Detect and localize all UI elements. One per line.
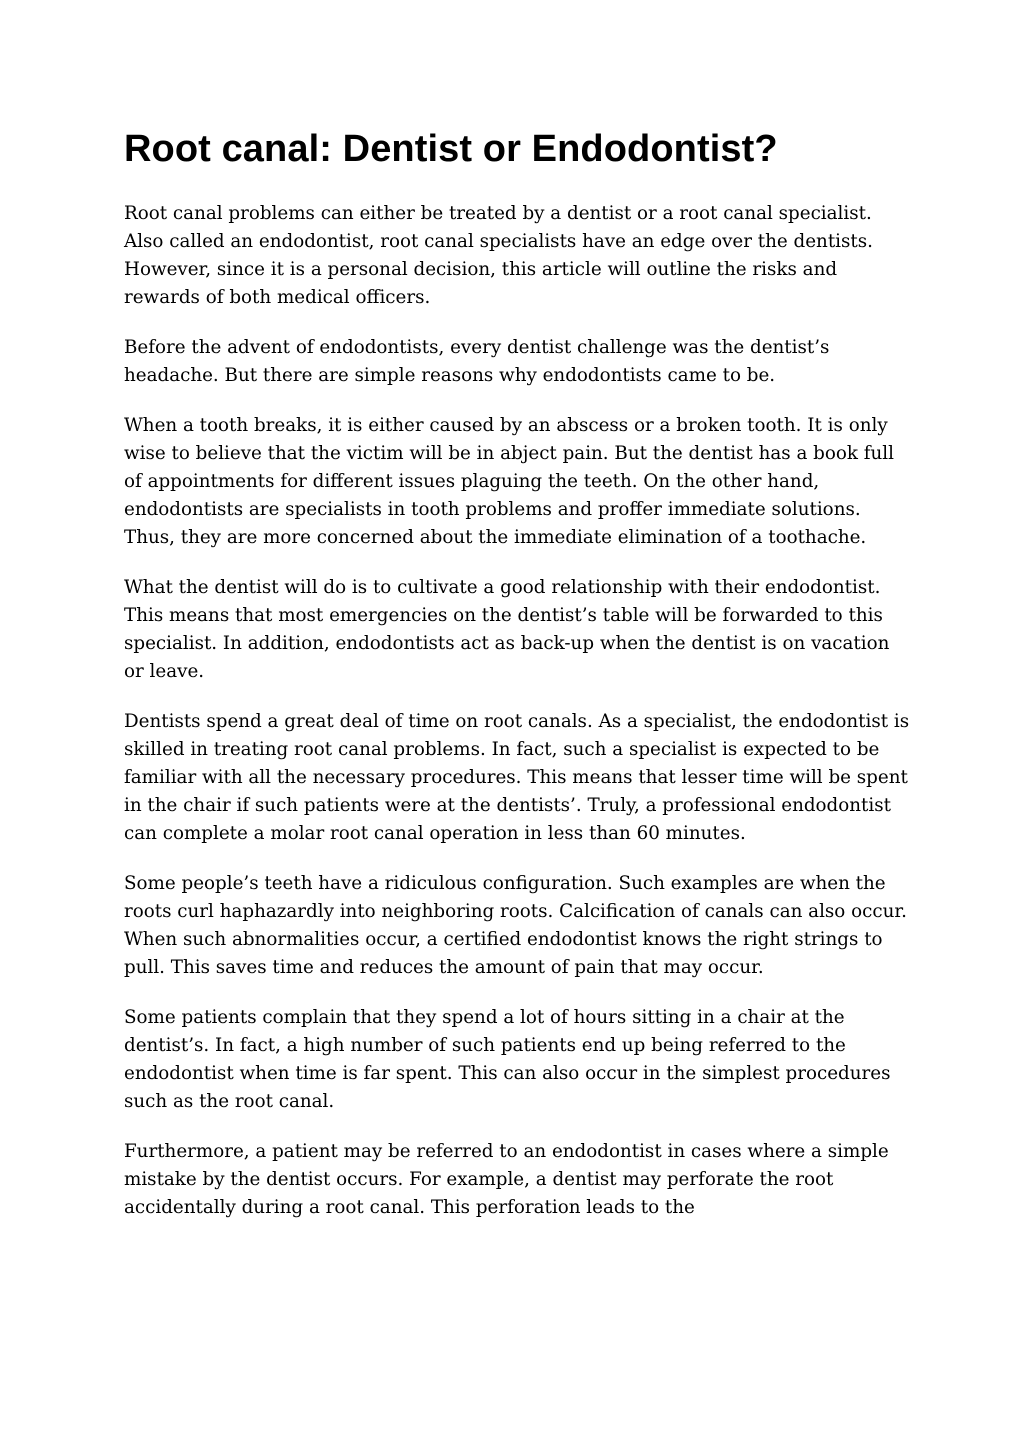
paragraph-8: Furthermore, a patient may be referred to an endodontist in cases where a simple mistake by the dentist occurs. For example, a dentist may perforate the root accidentally during a root canal. This perforation leads to the [124,1141,889,1218]
page-title: Root canal: Dentist or Endodontist? [124,128,778,170]
document-body [124,126,914,1244]
paragraph-6: Some people’s teeth have a ridiculous configuration. Such examples are when the roots curl haphazardly into neighboring roots. Calcification of canals can also occur. When such abnormalities occur, a certified endodontist knows the right strings to pull. This saves time and reduces the amount of pain that may occur. [124,873,907,978]
paragraph-3: When a tooth breaks, it is either caused by an abscess or a broken tooth. It is only wise to believe that the victim will be in abject pain. But the dentist has a book full of appointments for different issues plaguing the teeth. On the other hand, endodontists are specialists in tooth problems and proffer immediate solutions. Thus, they are more concerned about the immediate elimination of a toothache. [124,415,894,548]
paragraph-1: Root canal problems can either be treated by a dentist or a root canal specialist. Also called an endodontist, root canal specialists have an edge over the dentists. However, since it is a personal decision, this article will outline the risks and rewards of both medical officers. [124,203,873,308]
paragraph-2: Before the advent of endodontists, every dentist challenge was the dentist’s headache. But there are simple reasons why endodontists came to be. [124,337,830,386]
paragraph-5: Dentists spend a great deal of time on root canals. As a specialist, the endodontist is skilled in treating root canal problems. In fact, such a specialist is expected to be familiar with all the necessary procedures. This means that lesser time will be spent in the chair if such patients were at the dentists’. Truly, a professional endodontist can complete a molar root canal operation in less than 60 minutes. [124,711,910,844]
paragraph-7: Some patients complain that they spend a lot of hours sitting in a chair at the dentist’s. In fact, a high number of such patients end up being referred to the endodontist when time is far spent. This can also occur in the simplest procedures such as the root canal. [124,1007,891,1112]
paragraph-4: What the dentist will do is to cultivate a good relationship with their endodontist. This means that most emergencies on the dentist’s table will be forwarded to this specialist. In addition, endodontists act as back-up when the dentist is on vacation or leave. [124,577,890,682]
